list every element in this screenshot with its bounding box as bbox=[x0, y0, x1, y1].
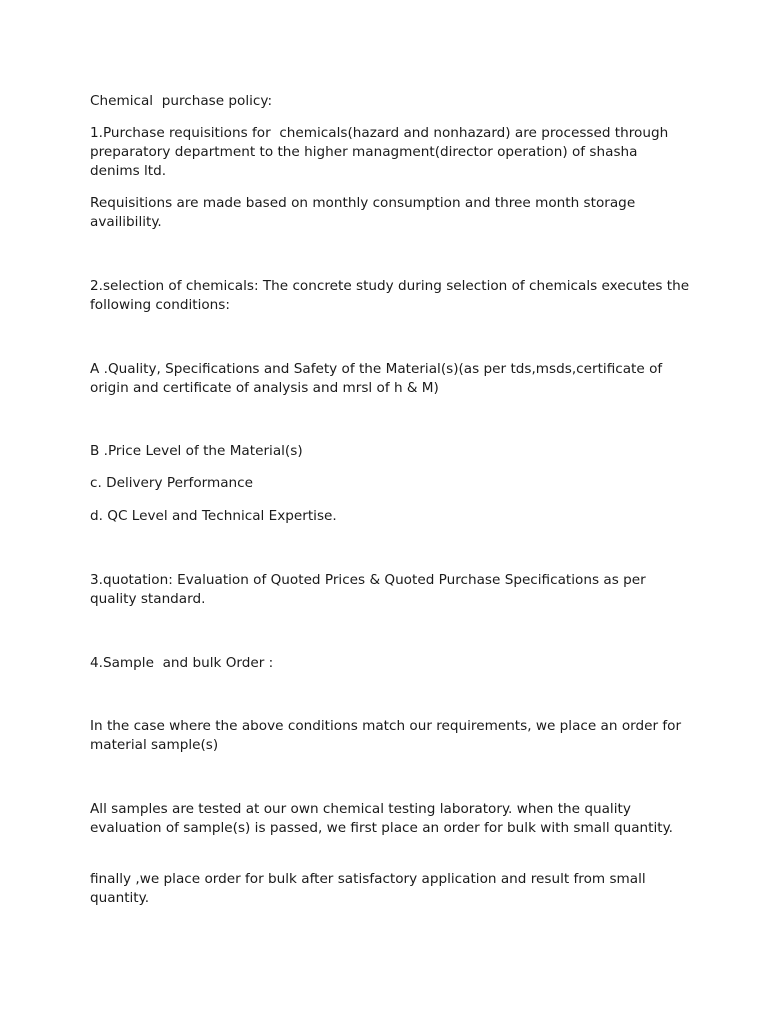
condition-b-price: B .Price Level of the Material(s) bbox=[90, 443, 303, 459]
document-heading: Chemical purchase policy: bbox=[90, 93, 273, 109]
condition-a-quality: A .Quality, Specifications and Safety of the Material(s)(as per tds,msds,certificate of origin and certificate of analysis and mrsl of h & M) bbox=[90, 361, 667, 396]
paragraph-purchase-requisitions: 1.Purchase requisitions for chemicals(hazard and nonhazard) are processed through preparatory department to the higher managment(director operation) of shasha denims ltd. bbox=[90, 125, 673, 179]
paragraph-selection-of-chemicals: 2.selection of chemicals: The concrete study during selection of chemicals executes the following conditions: bbox=[90, 278, 694, 313]
paragraph-sample-testing: All samples are tested at our own chemical testing laboratory. when the quality evaluation of sample(s) is passed, we first place an order for bulk with small quantity. bbox=[90, 801, 674, 836]
condition-c-delivery: c. Delivery Performance bbox=[90, 475, 254, 491]
paragraph-sample-bulk-heading: 4.Sample and bulk Order : bbox=[90, 655, 274, 671]
paragraph-sample-order: In the case where the above conditions match our requirements, we place an order for material sample(s) bbox=[90, 718, 686, 753]
paragraph-quotation: 3.quotation: Evaluation of Quoted Prices & Quoted Purchase Specifications as per quality standard. bbox=[90, 572, 651, 607]
paragraph-bulk-order: finally ,we place order for bulk after satisfactory application and result from small quantity. bbox=[90, 871, 650, 906]
condition-d-qc: d. QC Level and Technical Expertise. bbox=[90, 508, 337, 524]
paragraph-requisitions-basis: Requisitions are made based on monthly consumption and three month storage availibility. bbox=[90, 195, 640, 230]
